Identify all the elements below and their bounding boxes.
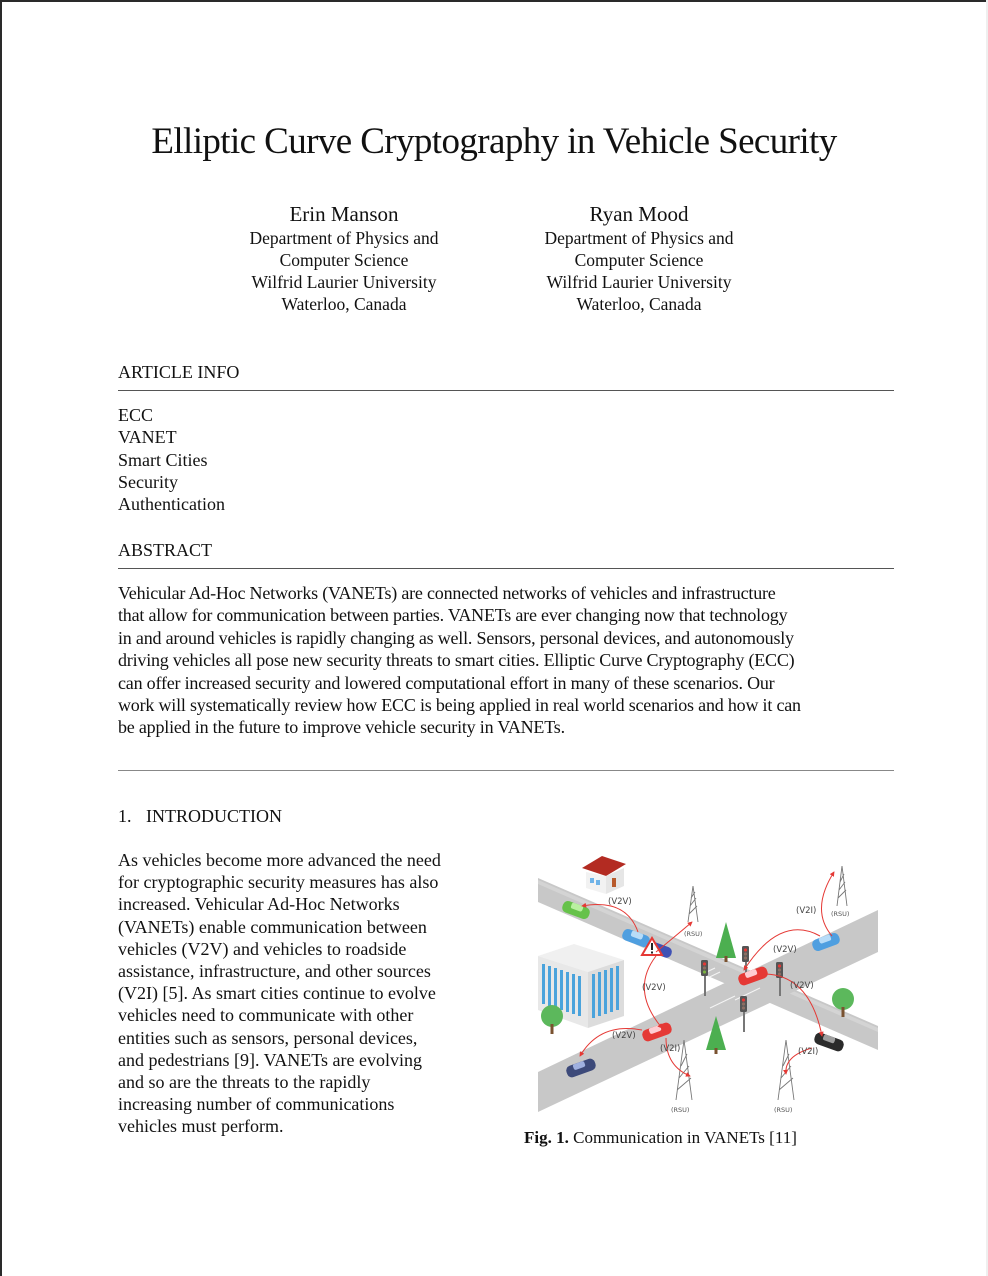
paragraph-line: and so are the threats to the rapidly <box>118 1072 371 1093</box>
author-block-2 <box>509 201 769 315</box>
paper-title: Elliptic Curve Cryptography in Vehicle Security <box>151 121 837 162</box>
paragraph-line: vehicles need to communicate with other <box>118 1005 414 1026</box>
article-info-divider <box>118 390 894 391</box>
paragraph-line: increasing number of communications <box>118 1094 395 1115</box>
paragraph-line: (VANETs) enable communication between <box>118 916 427 937</box>
figure-caption-text: Communication in VANETs [11] <box>568 1128 797 1147</box>
rsu-tower-icon <box>688 886 698 922</box>
author-affiliation-line: Waterloo, Canada <box>281 294 407 314</box>
section-title: INTRODUCTION <box>146 806 282 826</box>
keyword: VANET <box>118 427 177 448</box>
author-name: Erin Manson <box>289 202 399 226</box>
label-v2i: (V2I) <box>796 906 817 916</box>
label-v2v: (V2V) <box>608 897 632 907</box>
label-v2v: (V2V) <box>790 981 814 991</box>
section-heading-introduction <box>118 805 282 827</box>
abstract-line: driving vehicles all pose new security threats to smart cities. Elliptic Curve Cryptography (ECC) <box>118 650 795 671</box>
paragraph-line: for cryptographic security measures has also <box>118 872 439 893</box>
author-affiliation-line: Waterloo, Canada <box>576 294 702 314</box>
page-border-top <box>0 0 988 2</box>
label-v2i: (V2I) <box>798 1047 819 1057</box>
author-affiliation-line: Wilfrid Laurier University <box>251 272 437 292</box>
abstract-heading: ABSTRACT <box>118 540 213 560</box>
paragraph-line: assistance, infrastructure, and other sources <box>118 961 431 982</box>
label-rsu: (RSU) <box>684 930 703 938</box>
article-info-heading: ARTICLE INFO <box>118 362 240 382</box>
author-affiliation-line: Department of Physics and <box>544 228 734 248</box>
section-number: 1. <box>118 806 132 826</box>
keyword: ECC <box>118 405 154 425</box>
abstract-divider <box>118 568 894 569</box>
abstract-line: in and around vehicles is rapidly changing as well. Sensors, personal devices, and autonomously <box>118 627 794 648</box>
abstract-line: can offer increased security and lowered computational effort in many of these scenarios. Our <box>118 672 775 693</box>
author-affiliation-line: Computer Science <box>574 250 704 270</box>
abstract-body <box>118 582 898 739</box>
house-icon <box>582 856 626 894</box>
label-v2v: (V2V) <box>612 1031 636 1041</box>
tree-icon <box>541 1005 563 1034</box>
page-border-left <box>0 0 2 1276</box>
keyword: Authentication <box>118 494 225 515</box>
rsu-tower-icon <box>837 866 847 906</box>
paragraph-line: vehicles (V2V) and vehicles to roadside <box>118 938 407 959</box>
keyword: Smart Cities <box>118 449 208 470</box>
introduction-body <box>118 849 478 1138</box>
label-v2v: (V2V) <box>642 983 666 993</box>
abstract-line: that allow for communication between parties. VANETs are ever changing now that technology <box>118 605 788 626</box>
figure-caption <box>524 1127 797 1149</box>
tree-icon <box>716 922 736 962</box>
paragraph-line: As vehicles become more advanced the need <box>118 850 441 870</box>
keyword-list <box>118 404 225 515</box>
abstract-line: work will systematically review how ECC is being applied in real world scenarios and how it can <box>118 695 801 716</box>
paragraph-line: vehicles must perform. <box>118 1116 284 1137</box>
author-block-1 <box>214 201 474 315</box>
paragraph-line: entities such as sensors, personal devices, <box>118 1027 418 1048</box>
author-affiliation-line: Computer Science <box>279 250 409 270</box>
abstract-end-divider <box>118 770 894 771</box>
author-affiliation-line: Wilfrid Laurier University <box>546 272 732 292</box>
keyword: Security <box>118 471 178 492</box>
author-name: Ryan Mood <box>589 202 689 226</box>
paragraph-line: and pedestrians [9]. VANETs are evolving <box>118 1049 423 1070</box>
abstract-line: Vehicular Ad-Hoc Networks (VANETs) are connected networks of vehicles and infrastructure <box>118 583 776 603</box>
author-affiliation-line: Department of Physics and <box>249 228 439 248</box>
figure-vanet-illustration <box>530 850 882 1118</box>
label-rsu: (RSU) <box>774 1106 793 1114</box>
label-rsu: (RSU) <box>831 910 850 918</box>
label-v2v: (V2V) <box>773 945 797 955</box>
paragraph-line: increased. Vehicular Ad-Hoc Networks <box>118 894 400 915</box>
paragraph-line: (V2I) [5]. As smart cities continue to evolve <box>118 983 436 1004</box>
label-rsu: (RSU) <box>671 1106 690 1114</box>
figure-caption-label: Fig. 1. <box>524 1128 569 1147</box>
label-v2i: (V2I) <box>660 1044 681 1054</box>
abstract-line: be applied in the future to improve vehicle security in VANETs. <box>118 717 565 738</box>
